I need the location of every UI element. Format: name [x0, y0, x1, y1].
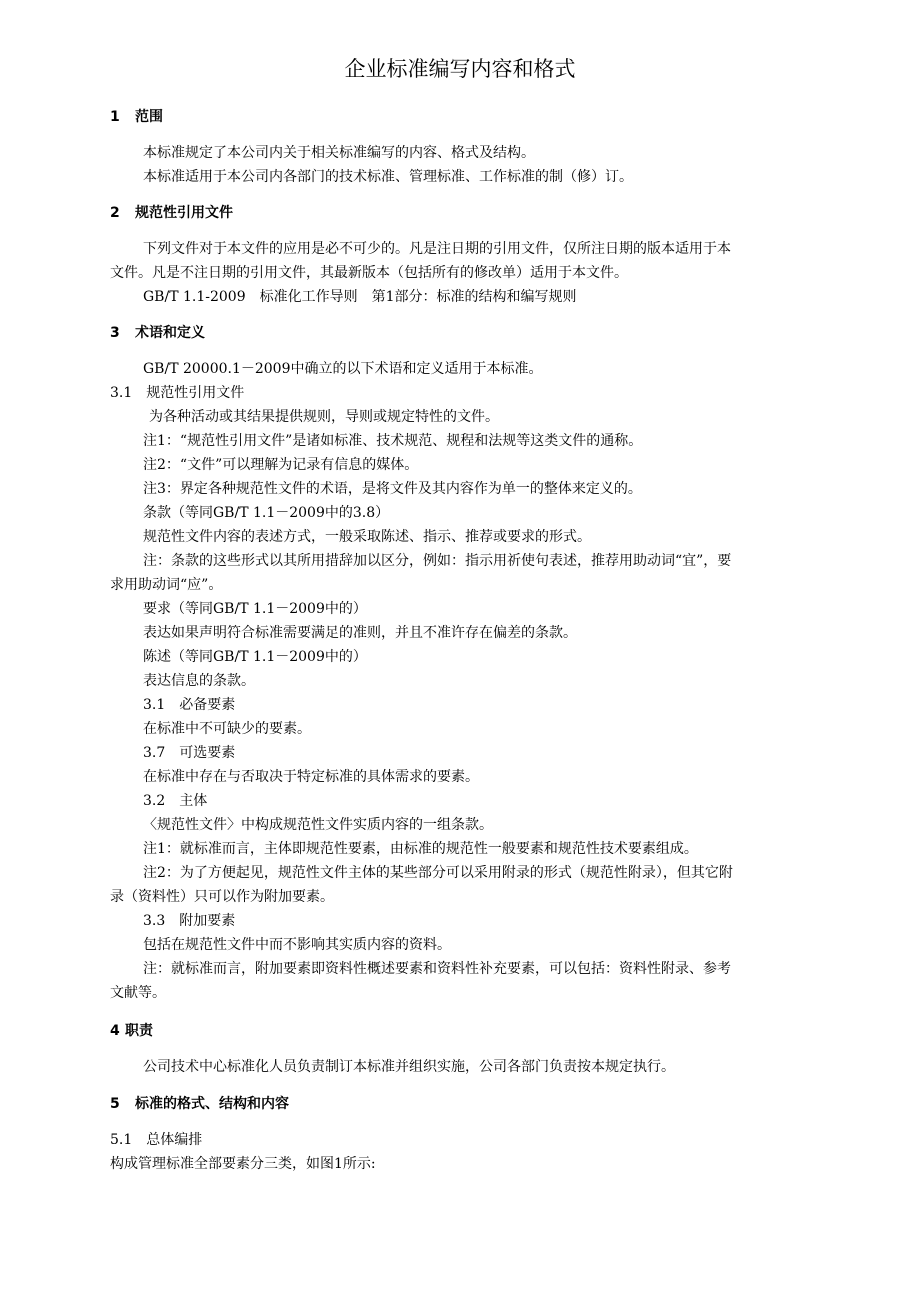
paragraph: GB/T 20000.1－2009中确立的以下术语和定义适用于本标准。: [143, 361, 543, 377]
term-heading: 要求（等同GB/T 1.1－2009中的）: [143, 601, 367, 617]
note: 注：条款的这些形式以其所用措辞加以区分，例如：指示用祈使句表述，推荐用助动词“宜”，要: [143, 553, 732, 569]
section-title: 范围: [135, 109, 163, 125]
term-definition: 规范性文件内容的表述方式，一般采取陈述、指示、推荐或要求的形式。: [143, 529, 591, 545]
section-number: 3: [110, 325, 120, 341]
section-4-heading: [110, 1021, 153, 1041]
note: 注3：界定各种规范性文件的术语，是将文件及其内容作为单一的整体来定义的。: [143, 481, 642, 497]
section-1-heading: [110, 107, 163, 127]
paragraph: 本标准适用于本公司内各部门的技术标准、管理标准、工作标准的制（修）订。: [143, 169, 633, 185]
note: 录（资料性）只可以作为附加要素。: [110, 889, 334, 905]
section-2-heading: [110, 203, 233, 223]
note: 注：就标准而言，附加要素即资料性概述要素和资料性补充要素，可以包括：资料性附录、参考: [143, 961, 731, 977]
term-definition: 为各种活动或其结果提供规则，导则或规定特性的文件。: [149, 409, 499, 425]
section-number: 2: [110, 205, 120, 221]
note: 求用助动词“应”。: [110, 577, 223, 593]
term-definition: 表达信息的条款。: [143, 673, 255, 689]
section-5-heading: [110, 1094, 289, 1114]
paragraph: 构成管理标准全部要素分三类，如图1所示:: [110, 1156, 376, 1172]
section-number: 4: [110, 1023, 120, 1039]
term-definition: 在标准中不可缺少的要素。: [143, 721, 311, 737]
note: 注2：“文件”可以理解为记录有信息的媒体。: [143, 457, 419, 473]
normative-reference: GB/T 1.1-2009 标准化工作导则 第1部分：标准的结构和编写规则: [143, 289, 577, 305]
term-definition: 〈规范性文件〉中构成规范性文件实质内容的一组条款。: [143, 817, 493, 833]
section-number: 1: [110, 109, 120, 125]
page-title: 企业标准编写内容和格式: [344, 57, 576, 81]
term-definition: 表达如果声明符合标准需要满足的准则，并且不准许存在偏差的条款。: [143, 625, 577, 641]
term-heading: 5.1 总体编排: [110, 1132, 203, 1148]
term-heading: 陈述（等同GB/T 1.1－2009中的）: [143, 649, 367, 665]
term-heading: 条款（等同GB/T 1.1－2009中的3.8）: [143, 505, 390, 521]
paragraph: 本标准规定了本公司内关于相关标准编写的内容、格式及结构。: [143, 145, 535, 161]
paragraph: 文件。凡是不注日期的引用文件，其最新版本（包括所有的修改单）适用于本文件。: [110, 265, 628, 281]
term-definition: 在标准中存在与否取决于特定标准的具体需求的要素。: [143, 769, 479, 785]
section-title: 职责: [125, 1023, 153, 1039]
term-heading: 3.7 可选要素: [143, 745, 236, 761]
section-title: 术语和定义: [135, 325, 205, 341]
note: 注1：“规范性引用文件”是诸如标准、技术规范、规程和法规等这类文件的通称。: [143, 433, 643, 449]
term-heading: 3.1 必备要素: [143, 697, 236, 713]
note: 注1：就标准而言，主体即规范性要素，由标准的规范性一般要素和规范性技术要素组成。: [143, 841, 698, 857]
paragraph: 公司技术中心标准化人员负责制订本标准并组织实施，公司各部门负责按本规定执行。: [143, 1059, 675, 1075]
section-title: 标准的格式、结构和内容: [135, 1096, 289, 1112]
note: 文献等。: [110, 985, 166, 1001]
section-number: 5: [110, 1096, 120, 1112]
term-heading: 3.3 附加要素: [143, 913, 236, 929]
section-title: 规范性引用文件: [135, 205, 233, 221]
paragraph: 下列文件对于本文件的应用是必不可少的。凡是注日期的引用文件，仅所注日期的版本适用于本: [143, 241, 731, 257]
term-heading: 3.2 主体: [143, 793, 208, 809]
section-3-heading: [110, 323, 205, 343]
note: 注2：为了方便起见，规范性文件主体的某些部分可以采用附录的形式（规范性附录），但其它附: [143, 865, 733, 881]
term-definition: 包括在规范性文件中而不影响其实质内容的资料。: [143, 937, 451, 953]
term-heading: 3.1 规范性引用文件: [110, 385, 245, 401]
